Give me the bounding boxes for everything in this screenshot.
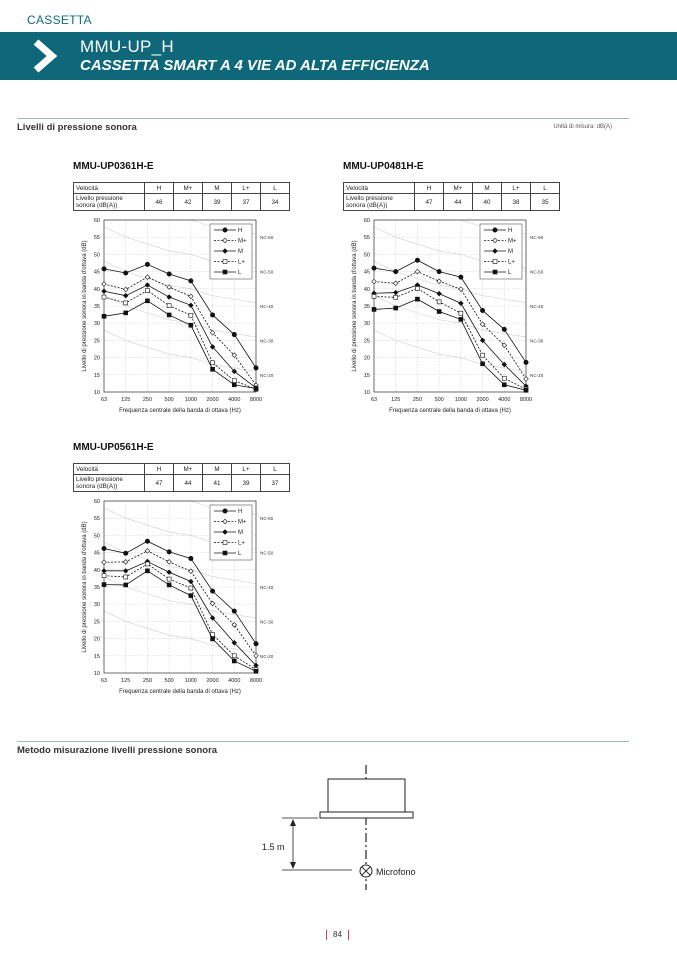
table-cell: 38 bbox=[502, 194, 531, 211]
data-point bbox=[459, 317, 463, 321]
data-point bbox=[189, 303, 194, 308]
section-label: CASSETTA bbox=[27, 13, 92, 27]
nc-label: NC-30 bbox=[260, 338, 274, 344]
x-tick-label: 2000 bbox=[206, 397, 219, 403]
divider bbox=[348, 930, 349, 940]
y-tick-label: 10 bbox=[93, 390, 100, 396]
data-point bbox=[102, 289, 107, 294]
y-tick-label: 60 bbox=[93, 499, 100, 505]
table-header: L bbox=[261, 464, 290, 475]
data-point bbox=[254, 654, 259, 659]
legend-label: M bbox=[238, 249, 243, 255]
legend-label: L bbox=[238, 551, 242, 557]
table-cell: 47 bbox=[145, 475, 174, 492]
spec-table bbox=[73, 182, 290, 211]
chevron-right-icon bbox=[30, 38, 60, 74]
table-header: M+ bbox=[174, 183, 203, 194]
x-tick-label: 8000 bbox=[519, 397, 533, 403]
table-cell: 47 bbox=[415, 194, 444, 211]
series-line-M bbox=[374, 285, 526, 386]
data-point bbox=[145, 569, 149, 573]
label-line: Livello pressione bbox=[76, 476, 123, 483]
spec-table bbox=[73, 463, 290, 492]
label-line: sonora (dB(A)) bbox=[76, 483, 118, 490]
table-header: L+ bbox=[232, 464, 261, 475]
title-banner bbox=[0, 32, 677, 80]
y-tick-label: 15 bbox=[363, 372, 370, 379]
data-point bbox=[189, 579, 194, 584]
label-line: sonora (dB(A)) bbox=[76, 202, 118, 209]
table-header: H bbox=[145, 183, 174, 194]
data-point bbox=[189, 586, 193, 590]
page-number bbox=[320, 930, 355, 940]
nc-label: NC-20 bbox=[530, 372, 544, 378]
divider bbox=[326, 930, 327, 940]
data-point bbox=[437, 300, 441, 304]
data-point bbox=[102, 583, 106, 587]
x-tick-label: 250 bbox=[142, 678, 153, 684]
y-tick-label: 25 bbox=[93, 338, 100, 345]
nc-label: NC-40 bbox=[260, 585, 274, 590]
spec-table bbox=[343, 182, 560, 211]
table-cell: 34 bbox=[261, 194, 290, 211]
model-title: MMU-UP0561H-E bbox=[73, 442, 154, 453]
table-header: H bbox=[145, 464, 174, 475]
data-point bbox=[415, 286, 419, 290]
nc-label: NC-20 bbox=[260, 372, 274, 378]
section-title-sound-levels: Livelli di pressione sonora bbox=[17, 122, 137, 133]
data-point bbox=[167, 272, 171, 276]
y-tick-label: 40 bbox=[93, 286, 100, 293]
y-axis-label: Livello di pressione sonora in banda d'ottava (dB) bbox=[352, 240, 358, 372]
data-point bbox=[211, 361, 215, 365]
y-tick-label: 30 bbox=[93, 602, 100, 609]
data-point bbox=[232, 659, 236, 663]
x-tick-label: 250 bbox=[142, 397, 153, 403]
y-tick-label: 20 bbox=[363, 355, 370, 362]
data-point bbox=[210, 331, 215, 336]
data-point bbox=[123, 287, 128, 292]
data-point bbox=[372, 266, 376, 270]
x-tick-label: 125 bbox=[121, 678, 131, 684]
data-point bbox=[437, 269, 441, 273]
data-point bbox=[232, 379, 236, 383]
data-point bbox=[210, 589, 214, 593]
arrow-up-icon bbox=[290, 819, 296, 826]
y-tick-label: 10 bbox=[93, 671, 100, 677]
y-tick-label: 10 bbox=[363, 390, 370, 396]
table-header-velocita: Velocità bbox=[344, 183, 415, 194]
measurement-diagram bbox=[240, 765, 460, 900]
model-title: MMU-UP0481H-E bbox=[343, 161, 424, 172]
data-point bbox=[393, 281, 398, 286]
data-point bbox=[145, 289, 149, 293]
data-point bbox=[167, 550, 171, 554]
arrow-down-icon bbox=[290, 862, 296, 869]
x-axis-label: Frequenza centrale della banda di ottava (Hz) bbox=[119, 689, 241, 695]
data-point bbox=[493, 260, 497, 264]
data-point bbox=[102, 314, 106, 318]
y-tick-label: 25 bbox=[363, 338, 370, 345]
y-axis-label: Livello di pressione sonora in banda d'ottava (dB) bbox=[82, 240, 88, 372]
table-cell: 44 bbox=[174, 475, 203, 492]
model-family-title: MMU-UP_H bbox=[80, 37, 175, 56]
table-cell: 40 bbox=[473, 194, 502, 211]
noise-chart-3 bbox=[72, 496, 292, 701]
x-tick-label: 63 bbox=[100, 678, 108, 684]
table-label-livello bbox=[74, 194, 145, 211]
x-tick-label: 500 bbox=[164, 397, 174, 403]
data-point bbox=[223, 270, 227, 274]
data-point bbox=[189, 279, 193, 283]
data-point bbox=[189, 294, 194, 299]
nc-label: NC-30 bbox=[260, 619, 274, 625]
data-point bbox=[167, 583, 171, 587]
x-axis-label: Frequenza centrale della banda di ottava (Hz) bbox=[389, 408, 511, 414]
x-tick-label: 500 bbox=[164, 678, 174, 684]
y-tick-label: 40 bbox=[363, 286, 370, 293]
data-point bbox=[167, 570, 172, 575]
table-header: M+ bbox=[174, 464, 203, 475]
x-axis-label: Frequenza centrale della banda di ottava (Hz) bbox=[119, 408, 241, 414]
data-point bbox=[102, 267, 106, 271]
table-header-velocita: Velocità bbox=[74, 183, 145, 194]
data-point bbox=[123, 560, 128, 565]
series-line-M+ bbox=[104, 551, 256, 656]
data-point bbox=[415, 269, 420, 274]
data-point bbox=[102, 569, 107, 574]
data-point bbox=[232, 609, 236, 613]
data-point bbox=[459, 311, 463, 315]
x-tick-label: 63 bbox=[370, 397, 378, 403]
data-point bbox=[254, 642, 258, 646]
data-point bbox=[415, 297, 419, 301]
nc-label: NC-50 bbox=[260, 550, 274, 556]
x-tick-label: 63 bbox=[100, 397, 108, 403]
data-point bbox=[524, 388, 528, 392]
data-point bbox=[394, 269, 398, 273]
product-subtitle: CASSETTA SMART A 4 VIE AD ALTA EFFICIENZA bbox=[80, 57, 430, 74]
data-point bbox=[437, 279, 442, 284]
table-cell: 46 bbox=[145, 194, 174, 211]
data-point bbox=[124, 301, 128, 305]
data-point bbox=[124, 271, 128, 275]
data-point bbox=[393, 290, 398, 295]
data-point bbox=[459, 275, 463, 279]
y-tick-label: 50 bbox=[93, 533, 100, 540]
table-cell: 41 bbox=[203, 475, 232, 492]
data-point bbox=[254, 669, 258, 673]
series-line-L+ bbox=[374, 288, 526, 389]
legend-label: H bbox=[508, 228, 513, 234]
x-tick-label: 4000 bbox=[228, 678, 241, 684]
data-point bbox=[102, 282, 107, 287]
x-tick-label: 1000 bbox=[184, 397, 197, 403]
data-point bbox=[437, 310, 441, 314]
data-point bbox=[210, 313, 214, 317]
data-point bbox=[102, 574, 106, 578]
cassette-unit bbox=[328, 779, 405, 812]
section-divider bbox=[17, 118, 629, 119]
legend-box bbox=[210, 224, 252, 279]
y-tick-label: 30 bbox=[363, 321, 370, 328]
data-point bbox=[254, 366, 258, 370]
y-tick-label: 45 bbox=[363, 269, 370, 276]
y-tick-label: 35 bbox=[93, 304, 100, 310]
legend-label: L+ bbox=[238, 259, 245, 266]
y-tick-label: 35 bbox=[93, 585, 100, 591]
nc-curve bbox=[104, 611, 256, 652]
page-number-value: 84 bbox=[333, 930, 342, 940]
nc-label: NC-60 bbox=[260, 235, 274, 241]
y-tick-label: 50 bbox=[363, 252, 370, 259]
x-tick-label: 125 bbox=[391, 397, 401, 403]
legend-label: M+ bbox=[238, 519, 247, 526]
data-point bbox=[459, 287, 464, 292]
table-header: H bbox=[415, 183, 444, 194]
distance-label: 1.5 m bbox=[262, 842, 285, 852]
y-tick-label: 55 bbox=[93, 516, 100, 523]
table-header: M bbox=[203, 183, 232, 194]
section-title-measurement: Metodo misurazione livelli pressione sonora bbox=[17, 745, 218, 756]
data-point bbox=[502, 327, 506, 331]
data-point bbox=[493, 270, 497, 274]
data-point bbox=[415, 258, 419, 262]
data-point bbox=[394, 306, 398, 310]
data-point bbox=[223, 260, 227, 264]
table-header: L+ bbox=[502, 183, 531, 194]
series-line-M+ bbox=[104, 277, 256, 385]
data-point bbox=[167, 577, 171, 581]
y-axis-label: Livello di pressione sonora in banda d'ottava (dB) bbox=[82, 521, 88, 653]
x-tick-label: 1000 bbox=[184, 678, 197, 684]
x-tick-label: 125 bbox=[121, 397, 131, 403]
y-tick-label: 40 bbox=[93, 567, 100, 574]
nc-label: NC-20 bbox=[260, 653, 274, 659]
table-header: L+ bbox=[232, 183, 261, 194]
table-header: M bbox=[473, 183, 502, 194]
label-line: Livello pressione bbox=[76, 195, 123, 202]
x-tick-label: 4000 bbox=[228, 397, 241, 403]
data-point bbox=[232, 332, 236, 336]
data-point bbox=[145, 262, 149, 266]
data-point bbox=[480, 308, 484, 312]
microphone-label: Microfono bbox=[376, 867, 416, 877]
data-point bbox=[223, 551, 227, 555]
legend-label: M+ bbox=[508, 238, 517, 245]
y-tick-label: 35 bbox=[363, 304, 370, 310]
data-point bbox=[524, 377, 529, 382]
data-point bbox=[502, 376, 506, 380]
y-tick-label: 50 bbox=[93, 252, 100, 259]
data-point bbox=[124, 551, 128, 555]
legend-label: M bbox=[238, 530, 243, 536]
x-tick-label: 8000 bbox=[249, 397, 263, 403]
legend-label: L+ bbox=[508, 259, 515, 266]
table-header-velocita: Velocità bbox=[74, 464, 145, 475]
x-tick-label: 1000 bbox=[454, 397, 467, 403]
unit-note: Unità di misura: dB(A) bbox=[553, 124, 612, 130]
data-point bbox=[145, 539, 149, 543]
table-label-livello bbox=[344, 194, 415, 211]
table-header: M+ bbox=[444, 183, 473, 194]
data-point bbox=[102, 546, 106, 550]
data-point bbox=[211, 637, 215, 641]
data-point bbox=[223, 228, 227, 232]
data-point bbox=[254, 387, 258, 391]
data-point bbox=[189, 313, 193, 317]
y-tick-label: 15 bbox=[93, 653, 100, 660]
y-tick-label: 15 bbox=[93, 372, 100, 379]
data-point bbox=[124, 311, 128, 315]
table-cell: 35 bbox=[531, 194, 560, 211]
series-line-L+ bbox=[104, 291, 256, 390]
microphone-icon bbox=[360, 865, 372, 877]
data-point bbox=[232, 383, 236, 387]
data-point bbox=[167, 560, 172, 565]
label-line: Livello pressione bbox=[346, 195, 393, 202]
x-tick-label: 2000 bbox=[206, 678, 219, 684]
x-tick-label: 500 bbox=[434, 397, 444, 403]
data-point bbox=[437, 291, 442, 296]
data-point bbox=[502, 383, 506, 387]
data-point bbox=[372, 307, 376, 311]
legend-label: H bbox=[238, 228, 243, 234]
data-point bbox=[223, 541, 227, 545]
nc-label: NC-60 bbox=[530, 235, 544, 241]
legend-label: L bbox=[238, 270, 242, 276]
data-point bbox=[102, 295, 106, 299]
table-header: L bbox=[531, 183, 560, 194]
data-point bbox=[145, 299, 149, 303]
data-point bbox=[123, 293, 128, 298]
x-tick-label: 250 bbox=[412, 397, 423, 403]
table-cell: 37 bbox=[232, 194, 261, 211]
y-tick-label: 45 bbox=[93, 269, 100, 276]
data-point bbox=[211, 367, 215, 371]
legend-label: M bbox=[508, 249, 513, 255]
nc-label: NC-50 bbox=[260, 269, 274, 275]
data-point bbox=[167, 295, 172, 300]
y-tick-label: 60 bbox=[363, 218, 370, 224]
data-point bbox=[145, 562, 149, 566]
data-point bbox=[223, 509, 227, 513]
table-label-livello bbox=[74, 475, 145, 492]
table-cell: 44 bbox=[444, 194, 473, 211]
table-header: M bbox=[203, 464, 232, 475]
table-header: L bbox=[261, 183, 290, 194]
data-point bbox=[123, 569, 128, 574]
legend-label: L bbox=[508, 270, 512, 276]
y-tick-label: 20 bbox=[93, 355, 100, 362]
nc-label: NC-40 bbox=[530, 304, 544, 309]
y-tick-label: 55 bbox=[363, 235, 370, 242]
nc-label: NC-50 bbox=[530, 269, 544, 275]
y-tick-label: 20 bbox=[93, 636, 100, 643]
cassette-panel bbox=[320, 812, 413, 818]
label-line: sonora (dB(A)) bbox=[346, 202, 388, 209]
data-point bbox=[189, 323, 193, 327]
y-tick-label: 55 bbox=[93, 235, 100, 242]
data-point bbox=[210, 601, 215, 606]
table-cell: 39 bbox=[203, 194, 232, 211]
y-tick-label: 30 bbox=[93, 321, 100, 328]
data-point bbox=[145, 283, 150, 288]
nc-label: NC-60 bbox=[260, 516, 274, 522]
x-tick-label: 8000 bbox=[249, 678, 263, 684]
x-tick-label: 4000 bbox=[498, 397, 511, 403]
data-point bbox=[102, 560, 107, 565]
y-tick-label: 25 bbox=[93, 619, 100, 626]
table-cell: 42 bbox=[174, 194, 203, 211]
nc-label: NC-30 bbox=[530, 338, 544, 344]
legend-label: L+ bbox=[238, 540, 245, 547]
nc-label: NC-40 bbox=[260, 304, 274, 309]
data-point bbox=[372, 279, 377, 284]
data-point bbox=[394, 295, 398, 299]
table-cell: 37 bbox=[261, 475, 290, 492]
y-tick-label: 60 bbox=[93, 218, 100, 224]
data-point bbox=[493, 228, 497, 232]
noise-chart-2 bbox=[342, 215, 562, 420]
data-point bbox=[189, 556, 193, 560]
noise-chart-1 bbox=[72, 215, 292, 420]
data-point bbox=[524, 360, 528, 364]
data-point bbox=[481, 353, 485, 357]
legend-label: M+ bbox=[238, 238, 247, 245]
section-divider bbox=[17, 741, 629, 742]
x-tick-label: 2000 bbox=[476, 397, 489, 403]
data-point bbox=[167, 313, 171, 317]
data-point bbox=[372, 294, 376, 298]
table-cell: 39 bbox=[232, 475, 261, 492]
legend-box bbox=[480, 224, 522, 279]
data-point bbox=[232, 654, 236, 658]
data-point bbox=[124, 575, 128, 579]
data-point bbox=[124, 583, 128, 587]
legend-label: H bbox=[238, 509, 243, 515]
legend-box bbox=[210, 505, 252, 560]
data-point bbox=[189, 594, 193, 598]
data-point bbox=[459, 301, 464, 306]
model-title: MMU-UP0361H-E bbox=[73, 161, 154, 172]
data-point bbox=[167, 304, 171, 308]
y-tick-label: 45 bbox=[93, 550, 100, 557]
data-point bbox=[481, 362, 485, 366]
series-line-H bbox=[104, 264, 256, 368]
